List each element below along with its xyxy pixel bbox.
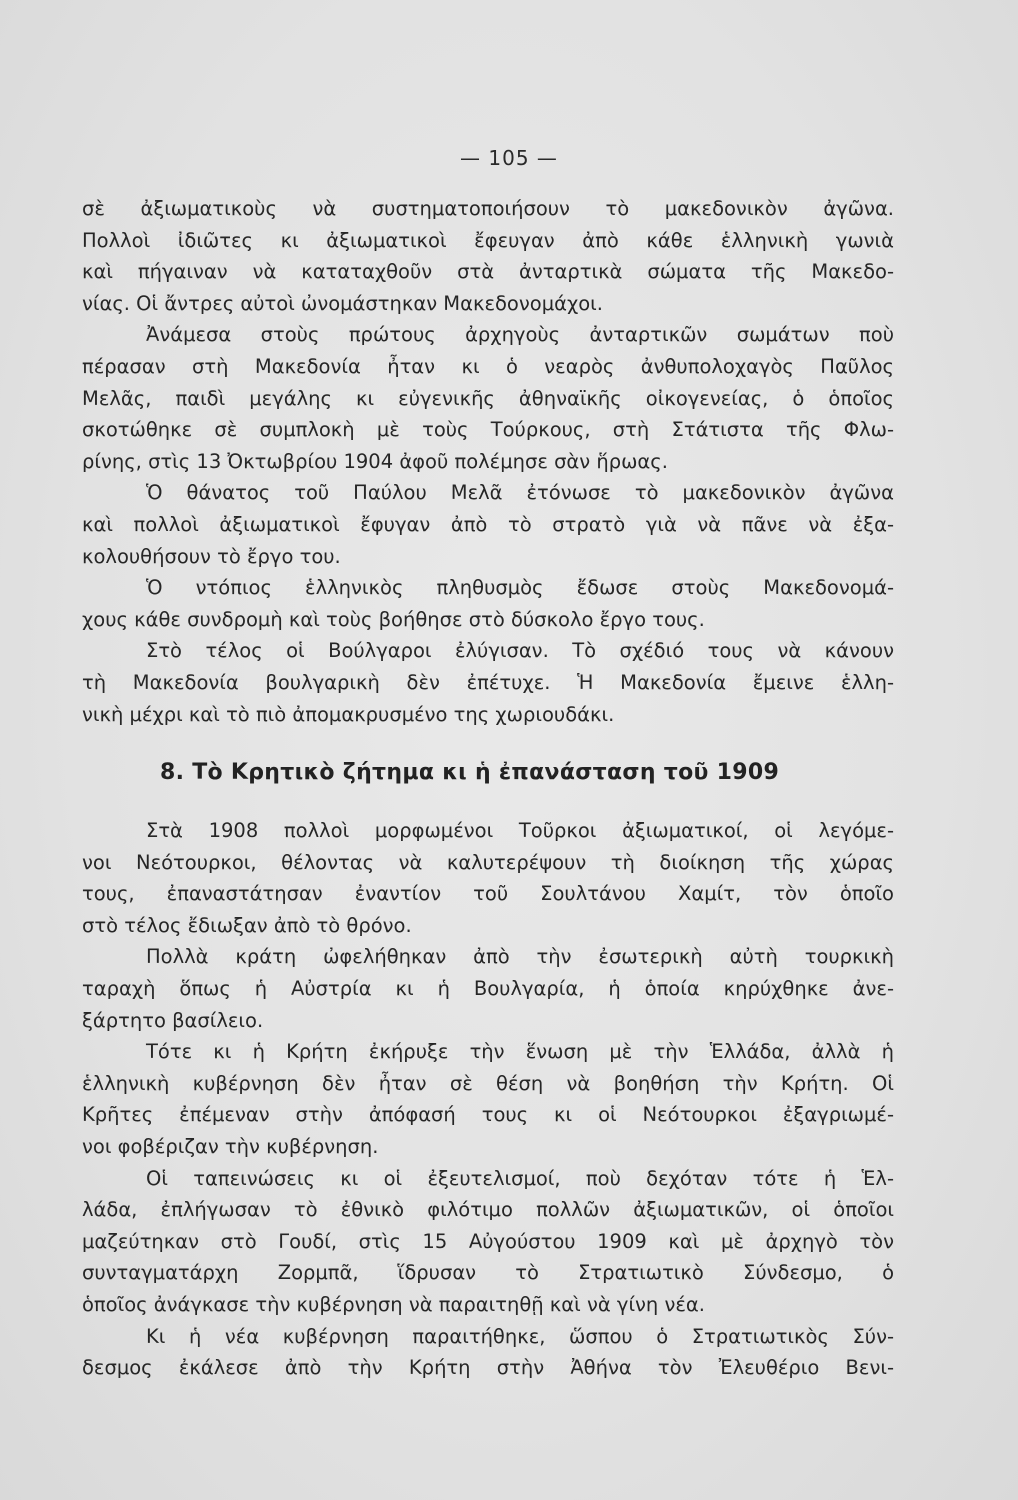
text-line: Στὸ τέλος οἱ Βούλγαροι ἐλύγισαν. Τὸ σχέδιό τους νὰ κάνουν [146,639,894,663]
text-line: λάδα, ἐπλήγωσαν τὸ ἐθνικὸ φιλότιμο πολλῶν ἀξιωματικῶν, οἱ ὁποῖοι [82,1198,894,1222]
text-line: κολουθήσουν τὸ ἔργο του. [82,544,341,568]
text-line: ὁποῖος ἀνάγκασε τὴν κυβέρνηση νὰ παραιτηθῇ καὶ νὰ γίνη νέα. [82,1292,705,1316]
text-line: καὶ πολλοὶ ἀξιωματικοὶ ἔφυγαν ἀπὸ τὸ στρατὸ γιὰ νὰ πᾶνε νὰ ἐξα- [82,512,894,536]
text-line: Ὁ ντόπιος ἑλληνικὸς πληθυσμὸς ἔδωσε στοὺς Μακεδονομά- [146,576,894,600]
text-line: χους κάθε συνδρομὴ καὶ τοὺς βοήθησε στὸ δύσκολο ἔργο τους. [82,607,705,631]
text-line: ξάρτητο βασίλειο. [82,1008,264,1032]
text-line: ρίνης, στὶς 13 Ὀκτωβρίου 1904 ἀφοῦ πολέμησε σὰν ἥρωας. [82,449,668,473]
text-line: νίας. Οἱ ἄντρες αὐτοὶ ὠνομάστηκαν Μακεδονομάχοι. [82,291,603,315]
text-section-cretan-question [82,815,894,1384]
text-line: πέρασαν στὴ Μακεδονία ἦταν κι ὁ νεαρὸς ἀνθυπολοχαγὸς Παῦλος [82,354,894,378]
text-line: Πολλὰ κράτη ὠφελήθηκαν ἀπὸ τὴν ἐσωτερικὴ αὐτὴ τουρκικὴ [146,945,894,969]
text-line: στὸ τέλος ἔδιωξαν ἀπὸ τὸ θρόνο. [82,913,412,937]
section-heading: 8. Τὸ Κρητικὸ ζήτημα κι ἡ ἐπανάσταση τοῦ 1909 [160,760,780,785]
text-line: Στὰ 1908 πολλοὶ μορφωμένοι Τοῦρκοι ἀξιωματικοί, οἱ λεγόμε- [146,819,894,842]
text-line: ταραχὴ ὅπως ἡ Αὐστρία κι ἡ Βουλγαρία, ἡ ὁποία κηρύχθηκε ἀνε- [82,976,894,1000]
text-line: Οἱ ταπεινώσεις κι οἱ ἐξευτελισμοί, ποὺ δεχόταν τότε ἡ Ἑλ- [146,1166,894,1190]
text-line: μαζεύτηκαν στὸ Γουδί, στὶς 15 Αὐγούστου 1909 καὶ μὲ ἀρχηγὸ τὸν [82,1229,894,1253]
text-line: Κρῆτες ἐπέμεναν στὴν ἀπόφασή τους κι οἱ Νεότουρκοι ἐξαγριωμέ- [82,1103,894,1127]
text-line: καὶ πήγαιναν νὰ καταταχθοῦν στὰ ἀνταρτικὰ σώματα τῆς Μακεδο- [82,260,894,284]
text-line: νικὴ μέχρι καὶ τὸ πιὸ ἀπομακρυσμένο της χωριουδάκι. [82,702,615,726]
text-line: συνταγματάρχη Ζορμπᾶ, ἵδρυσαν τὸ Στρατιωτικὸ Σύνδεσμο, ὁ [82,1261,894,1285]
text-line: νοι φοβέριζαν τὴν κυβέρνηση. [82,1134,379,1158]
text-line: ἑλληνικὴ κυβέρνηση δὲν ἦταν σὲ θέση νὰ βοηθήση τὴν Κρήτη. Οἱ [82,1071,894,1095]
text-line: σὲ ἀξιωματικοὺς νὰ συστηματοποιήσουν τὸ μακεδονικὸν ἀγῶνα. [82,197,894,220]
text-section-macedonian-struggle [82,193,894,730]
text-line: Πολλοὶ ἰδιῶτες κι ἀξιωματικοὶ ἔφευγαν ἀπὸ κάθε ἑλληνικὴ γωνιὰ [82,228,894,252]
text-line: Μελᾶς, παιδὶ μεγάλης κι εὐγενικῆς ἀθηναϊκῆς οἰκογενείας, ὁ ὁποῖος [82,386,894,410]
text-line: Τότε κι ἡ Κρήτη ἐκήρυξε τὴν ἕνωση μὲ τὴν Ἑλλάδα, ἀλλὰ ἡ [146,1040,894,1064]
text-line: Ὁ θάνατος τοῦ Παύλου Μελᾶ ἐτόνωσε τὸ μακεδονικὸν ἀγῶνα [146,481,894,505]
text-line: νοι Νεότουρκοι, θέλοντας νὰ καλυτερέψουν τὴ διοίκηση τῆς χώρας [82,850,894,874]
text-line: δεσμος ἐκάλεσε ἀπὸ τὴν Κρήτη στὴν Ἀθήνα τὸν Ἐλευθέριο Βενι- [82,1356,894,1380]
text-line: Κι ἡ νέα κυβέρνηση παραιτήθηκε, ὥσπου ὁ Στρατιωτικὸς Σύν- [146,1324,894,1348]
text-line: τὴ Μακεδονία βουλγαρικὴ δὲν ἐπέτυχε. Ἡ Μακεδονία ἔμεινε ἑλλη- [82,670,894,694]
page-number: — 105 — [460,146,558,170]
text-line: Ἀνάμεσα στοὺς πρώτους ἀρχηγοὺς ἀνταρτικῶν σωμάτων ποὺ [146,323,894,347]
text-line: τους, ἐπαναστάτησαν ἐναντίον τοῦ Σουλτάνου Χαμίτ, τὸν ὁποῖο [82,882,894,906]
text-line: σκοτώθηκε σὲ συμπλοκὴ μὲ τοὺς Τούρκους, στὴ Στάτιστα τῆς Φλω- [82,418,894,442]
